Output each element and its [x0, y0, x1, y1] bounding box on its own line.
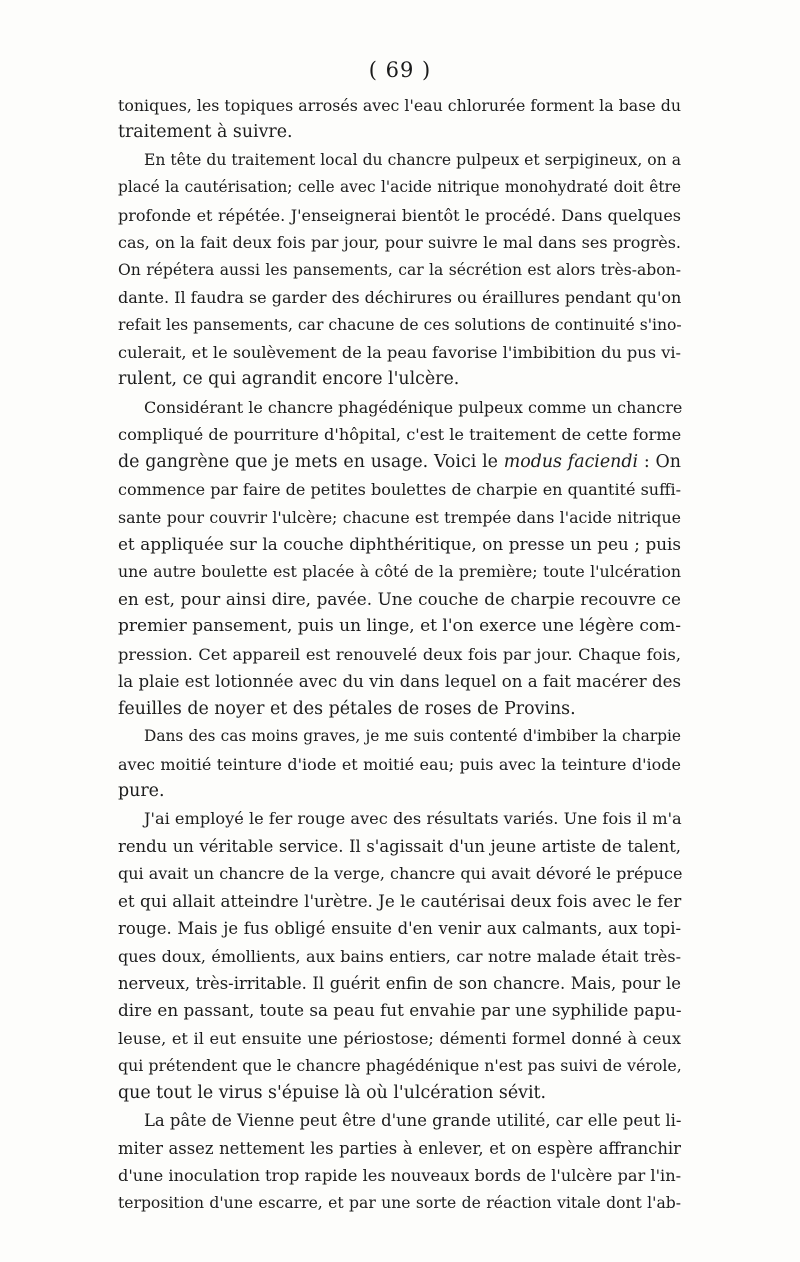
text-line: toniques, les topiques arrosés avec l'eau chlorurée forment la base du [118, 96, 681, 115]
text-line: la plaie est lotionnée avec du vin dans lequel on a fait macérer des [118, 672, 681, 692]
text-line: qui avait un chancre de la verge, chancre qui avait dévoré le prépuce [118, 864, 683, 884]
text-line: J'ai employé le fer rouge avec des résultats variés. Une fois il m'a [144, 809, 682, 829]
text-line: pression. Cet appareil est renouvelé deux fois par jour. Chaque fois, [118, 644, 681, 664]
text-line: leuse, et il eut ensuite une périostose; démenti formel donné à ceux [118, 1028, 681, 1048]
text-line: ques doux, émollients, aux bains entiers, car notre malade était très- [118, 946, 681, 966]
text-line: refait les pansements, car chacune de ces solutions de continuité s'ino- [118, 315, 682, 334]
text-line: et appliquée sur la couche diphthéritique, on presse un peu ; puis [118, 534, 681, 554]
text-line: feuilles de noyer et des pétales de roses de Provins. [118, 698, 576, 719]
page-number: ( 69 ) [368, 58, 432, 82]
text-line: cas, on la fait deux fois par jour, pour suivre le mal dans ses progrès. [118, 233, 681, 253]
text-line: rulent, ce qui agrandit encore l'ulcère. [118, 369, 460, 390]
text-line: placé la cautérisation; celle avec l'acide nitrique monohydraté doit être [118, 178, 681, 197]
text-line: premier pansement, puis un linge, et l'on exerce une légère com- [118, 616, 681, 637]
text-line: dante. Il faudra se garder des déchirures ou éraillures pendant qu'on [118, 288, 682, 308]
text-line: Dans des cas moins graves, je me suis contenté d'imbiber la charpie [144, 727, 681, 746]
text-line: traitement à suivre. [118, 122, 293, 143]
text-line: qui prétendent que le chancre phagédénique n'est pas suivi de vérole, [118, 1056, 682, 1076]
text-line: On répétera aussi les pansements, car la sécrétion est alors très-abon- [118, 260, 681, 279]
body-text [118, 92, 681, 1217]
italic-phrase: modus faciendi [503, 451, 639, 472]
text-line: que tout le virus s'épuise là où l'ulcération sévit. [118, 1082, 547, 1103]
text-line: dire en passant, toute sa peau fut envahie par une syphilide papu- [118, 1000, 682, 1021]
text-line: La pâte de Vienne peut être d'une grande utilité, car elle peut li- [144, 1111, 682, 1131]
text-line: commence par faire de petites boulettes de charpie en quantité suffi- [118, 480, 681, 500]
text-line: sante pour couvrir l'ulcère; chacune est trempée dans l'acide nitrique [118, 507, 681, 527]
text-line: de gangrène que je mets en usage. Voici le modus faciendi : On [118, 451, 681, 472]
text-line: en est, pour ainsi dire, pavée. Une couche de charpie recouvre ce [118, 588, 681, 609]
text-line: terposition d'une escarre, et par une sorte de réaction vitale dont l'ab- [118, 1193, 681, 1212]
text-line: culerait, et le soulèvement de la peau favorise l'imbibition du pus vi- [118, 342, 681, 362]
text-line: pure. [118, 780, 165, 801]
text-line: rouge. Mais je fus obligé ensuite d'en venir aux calmants, aux topi- [118, 919, 681, 939]
text-line: compliqué de pourriture d'hôpital, c'est le traitement de cette forme [118, 425, 682, 445]
text-line: d'une inoculation trop rapide les nouveaux bords de l'ulcère par l'in- [118, 1166, 682, 1186]
text-line: rendu un véritable service. Il s'agissait d'un jeune artiste de talent, [118, 836, 681, 856]
text-line: En tête du traitement local du chancre pulpeux et serpigineux, on a [144, 150, 681, 169]
text-line: une autre boulette est placée à côté de la première; toute l'ulcération [118, 562, 681, 582]
text-line: et qui allait atteindre l'urètre. Je le cautérisai deux fois avec le fer [118, 890, 682, 911]
text-line: miter assez nettement les parties à enlever, et on espère affranchir [118, 1138, 681, 1158]
text-line: avec moitié teinture d'iode et moitié eau; puis avec la teinture d'iode [118, 754, 681, 774]
text-line: nerveux, très-irritable. Il guérit enfin de son chancre. Mais, pour le [118, 974, 681, 993]
text-line: Considérant le chancre phagédénique pulpeux comme un chancre [144, 397, 683, 417]
text-line: profonde et répétée. J'enseignerai bientôt le procédé. Dans quelques [118, 205, 681, 225]
